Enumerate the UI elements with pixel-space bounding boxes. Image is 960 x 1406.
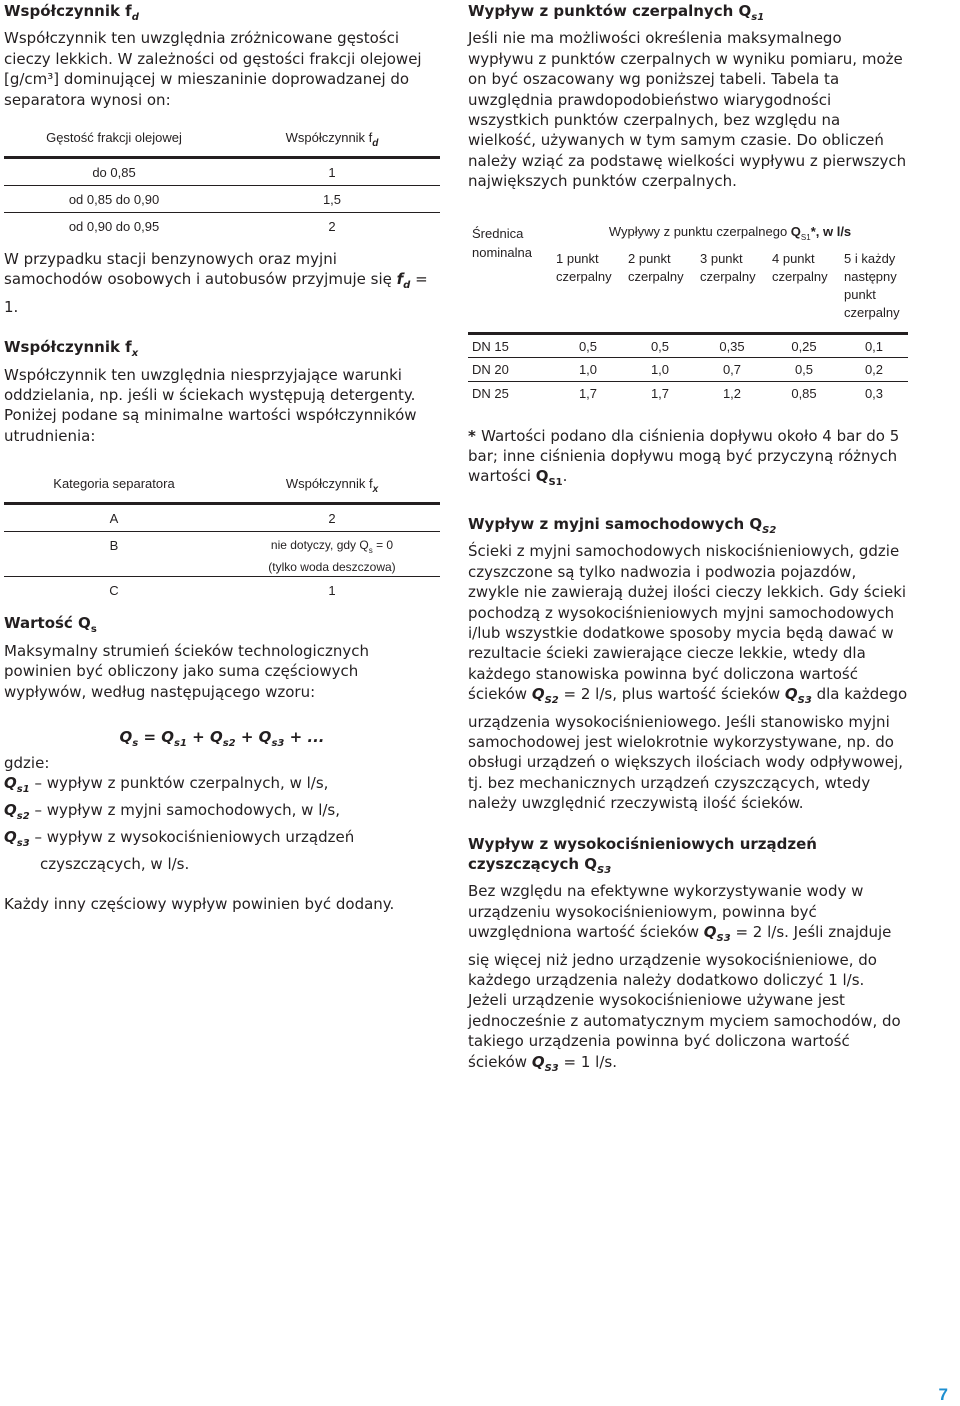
qs2-heading-text: Wypływ z myjni samochodowych Q (468, 514, 763, 533)
legend-symbol: Q (4, 773, 17, 792)
formula-eq: = (138, 727, 162, 746)
flow-value-cell: 0,7 (696, 358, 768, 382)
flow-group-header (552, 222, 908, 246)
flow-point-header: 5 i każdy następny punkt czerpalny (844, 250, 900, 320)
legend-continuation: czyszczących, w l/s. (40, 854, 190, 873)
qs-heading (4, 613, 440, 640)
legend-symbol: Q (4, 800, 17, 819)
flow-value-cell: 0,3 (840, 382, 908, 406)
page-number: 7 (938, 1385, 948, 1404)
qs2-q-sub: S2 (544, 695, 559, 707)
formula-q2: Q (209, 727, 223, 746)
qs3-heading (468, 834, 908, 882)
formula-q3: Q (258, 727, 272, 746)
formula-s3: s3 (271, 737, 285, 749)
fx-heading-sub: x (131, 348, 139, 360)
flow-dn-cell: DN 15 (468, 334, 552, 358)
formula-tail: + ... (284, 727, 325, 746)
fd-density-cell: od 0,85 do 0,90 (4, 186, 224, 213)
qs3-q: Q (703, 923, 717, 942)
qs3-text (468, 881, 908, 1079)
fd-factor-cell: 1 (224, 158, 440, 186)
footnote-star: * (468, 426, 482, 445)
fd-table-col1-header: Gęstość frakcji olejowej (46, 130, 182, 146)
flow-group-text: Wypływy z punktu czerpalnego (608, 223, 791, 239)
legend-sub: s1 (16, 783, 30, 795)
fx-factor-cell (224, 532, 440, 577)
legend-symbol: Q (4, 827, 17, 846)
fd-note-symbol: f (396, 270, 404, 289)
qs1-heading (468, 1, 908, 28)
flow-point-header: 2 punkt czerpalny (628, 250, 684, 284)
flow-point-header: 3 punkt czerpalny (700, 250, 756, 284)
footnote-text: Wartości podano dla ciśnienia dopływu około 4 bar do 5 bar; inne ciśnienia dopływu mogą być przyczyną różnych wartości (468, 426, 900, 486)
table-row (4, 504, 440, 532)
table-row (4, 186, 440, 213)
fd-heading (4, 1, 440, 28)
qs-intro: Maksymalny strumień ścieków technologicznych powinien być obliczony jako suma częściowych wypływów, według następującego wzoru: (4, 641, 369, 701)
flow-value-cell: 0,25 (768, 334, 840, 358)
qs2-q3-sub: S3 (797, 695, 812, 707)
formula-q: Q (119, 727, 133, 746)
table-row (4, 158, 440, 186)
fd-heading-sub: d (131, 12, 139, 23)
fx-factor-cell: 1 (224, 577, 440, 604)
table-row (4, 213, 440, 240)
qs3-heading-text-a: Wypływ z wysokociśnieniowych urządzeń (468, 834, 817, 853)
legend-item (4, 827, 440, 854)
fd-heading-text: Współczynnik f (4, 2, 132, 20)
flow-footnote (468, 426, 908, 494)
footnote-q: Q (535, 467, 549, 486)
closing-note: Każdy inny częściowy wypływ powinien być dodany. (4, 894, 395, 913)
table-row (468, 358, 908, 382)
fx-factor-tail: = 0 (372, 538, 394, 553)
footnote-end: . (562, 467, 568, 486)
legend-item (4, 773, 440, 800)
table-row (468, 334, 908, 358)
qs2-heading-sub: S2 (762, 524, 777, 536)
formula-plus: + (186, 727, 210, 746)
qs1-heading-sub: s1 (751, 12, 765, 23)
flow-group-q: Q (790, 223, 801, 239)
flow-value-cell: 0,35 (696, 334, 768, 358)
fd-note-sub: d (403, 280, 411, 292)
fd-factor-cell: 1,5 (224, 186, 440, 213)
flow-table (468, 222, 908, 406)
formula-plus: + (235, 727, 259, 746)
left-column (4, 0, 440, 914)
flow-group-tail: *, w l/s (810, 223, 852, 239)
fd-intro: Współczynnik ten uwzględnia zróżnicowane gęstości cieczy lekkich. W zależności od gęstości frakcji olejowej [g/cm³] dominującej w mieszaninie doprowadzanej do separatora wynosi on: (4, 29, 422, 109)
fx-factor-text: nie dotyczy, gdy Q (270, 538, 369, 553)
fx-category-cell: B (4, 532, 224, 577)
flow-value-cell: 0,5 (552, 334, 624, 358)
qs1-heading-text: Wypływ z punktów czerpalnych Q (468, 2, 752, 20)
flow-value-cell: 0,2 (840, 358, 908, 382)
qs3-heading-sub: S3 (597, 864, 612, 876)
flow-dn-cell: DN 20 (468, 358, 552, 382)
qs-heading-sub: s (90, 624, 97, 636)
fx-intro: Współczynnik ten uwzględnia niesprzyjające warunki oddzielania, np. jeśli w ściekach występują detergenty. Poniżej podane są minimalne wartości współczynników utrudnienia: (4, 365, 417, 445)
qs3-q-sub: S3 (716, 933, 731, 945)
qs2-q: Q (531, 685, 545, 704)
qs2-q3: Q (784, 685, 798, 704)
fd-note-text: W przypadku stacji benzynowych oraz myjni samochodów osobowych i autobusów przyjmuje się (4, 250, 392, 289)
qs3-q2: Q (531, 1052, 545, 1071)
qs3-text-a: Bez względu na efektywne wykorzystywanie wody w urządzeniu wysokociśnieniowym, powinna być uwzględniona wartość ścieków (468, 882, 864, 942)
fd-table-col2-header (224, 124, 440, 158)
table-row (4, 532, 440, 577)
fx-col2-header-sub: x (372, 484, 379, 496)
fx-heading-text: Współczynnik f (4, 338, 132, 357)
where-label: gdzie: (4, 753, 50, 772)
legend-item (4, 800, 440, 827)
flow-value-cell: 1,2 (696, 382, 768, 406)
fx-category-cell: C (4, 577, 224, 604)
qs2-heading (468, 514, 908, 541)
fd-table (4, 124, 440, 239)
flow-group-sub: S1 (800, 232, 811, 242)
qs3-heading-text-b: czyszczących Q (468, 854, 598, 873)
fd-note (4, 249, 440, 317)
flow-value-cell: 0,1 (840, 334, 908, 358)
flow-value-cell: 0,5 (624, 334, 696, 358)
fx-table (4, 470, 440, 603)
qs3-q2-sub: S3 (544, 1062, 559, 1074)
fd-density-cell: od 0,90 do 0,95 (4, 213, 224, 240)
fx-factor-sub: s (368, 546, 373, 556)
qs-heading-text: Wartość Q (4, 614, 91, 633)
footnote-sub: S1 (548, 477, 563, 489)
legend-sub: s2 (16, 810, 30, 822)
flow-dn-cell: DN 25 (468, 382, 552, 406)
qs2-text-a: Ścieki z myjni samochodowych niskociśnieniowych, gdzie czyszczone są tylko nadwozia i podwozia pojazdów, zwykle nie zawierają dużej ilości cieczy lekkich. Gdy ścieki pochodzą z wysokociśnieniowych myjni samochodowych i/lub wszystkie dodatkowe sposoby mycia będą dawać w rezultacie ścieki zawierające ciecze lekkie, wtedy dla każdego stanowiska powinna być doliczona wartość ścieków (468, 542, 907, 704)
fx-category-cell: A (4, 504, 224, 532)
fd-factor-cell: 2 (224, 213, 440, 240)
flow-point-header: 4 punkt czerpalny (772, 250, 828, 284)
formula-s: s (132, 737, 139, 749)
fd-density-cell: do 0,85 (4, 158, 224, 186)
flow-value-cell: 0,5 (768, 358, 840, 382)
fx-col2-header-text: Współczynnik f (285, 476, 373, 492)
flow-value-cell: 1,7 (624, 382, 696, 406)
flow-value-cell: 0,85 (768, 382, 840, 406)
qs1-text: Jeśli nie ma możliwości określenia maksymalnego wypływu z punktów czerpalnych w wyniku pomiaru, może on być oszacowany wg poniższej tabeli. Tabela ta uwzględnia prawdopodobieństwo wiarygodności wszystkich punktów czerpalnych, bez względu na wielkość, używanych w tym samym czasie. Do obliczeń należy wziąć za podstawę wielkości wypływu z pierwszych największych punktów czerpalnych. (468, 29, 907, 191)
fx-factor-note: (tylko woda deszczowa) (268, 560, 396, 575)
legend-sub: s3 (16, 837, 30, 849)
fx-heading (4, 337, 440, 364)
qs2-text (468, 541, 908, 813)
formula-s1: s1 (174, 737, 187, 749)
qs3-text-c: = 1 l/s. (558, 1052, 617, 1071)
fd-col2-header-sub: d (372, 138, 379, 150)
legend-text: – wypływ z punktów czerpalnych, w l/s, (29, 773, 329, 792)
flow-col-nominal: Średnica nominalna (472, 225, 532, 260)
flow-value-cell: 1,0 (624, 358, 696, 382)
fd-col2-header-text: Współczynnik f (285, 130, 373, 146)
fd-note-tail: = 1. (4, 270, 428, 316)
legend-text: – wypływ z myjni samochodowych, w l/s, (29, 800, 341, 819)
flow-value-cell: 1,7 (552, 382, 624, 406)
formula-s2: s2 (222, 737, 236, 749)
flow-value-cell: 1,0 (552, 358, 624, 382)
fx-table-col1-header: Kategoria separatora (53, 476, 175, 492)
table-row (4, 577, 440, 604)
legend-text: – wypływ z wysokociśnieniowych urządzeń (29, 827, 355, 846)
fx-table-col2-header (224, 470, 440, 504)
qs3-text-b: = 2 l/s. Jeśli znajduje się więcej niż jedno urządzenie wysokociśnieniowe, do każdego urządzenia należy dodatkowo doliczyć 1 l/s. Jeżeli urządzenie wysokociśnieniowe używane jest jednocześnie z automatycznym myciem samochodów, do takiego urządzenia powinna być doliczona wartość ścieków (468, 923, 901, 1071)
table-row (468, 382, 908, 406)
qs-formula (4, 728, 440, 749)
qs2-text-b: = 2 l/s, plus wartość ścieków (558, 685, 785, 704)
right-column (468, 0, 908, 1079)
fx-factor-cell: 2 (224, 504, 440, 532)
flow-point-header: 1 punkt czerpalny (556, 250, 612, 284)
formula-q1: Q (161, 727, 175, 746)
qs2-text-c: dla każdego urządzenia wysokociśnieniowego. Jeśli stanowisko myjni samochodowej jest wielokrotnie wykorzystywane, np. do obsługi urządzeń o większych ilościach wody odpływowej, tj. bez mechanicznych urządzeń czyszczących, wtedy należy uwzględnić rzeczywistą ilość ścieków. (468, 685, 908, 813)
